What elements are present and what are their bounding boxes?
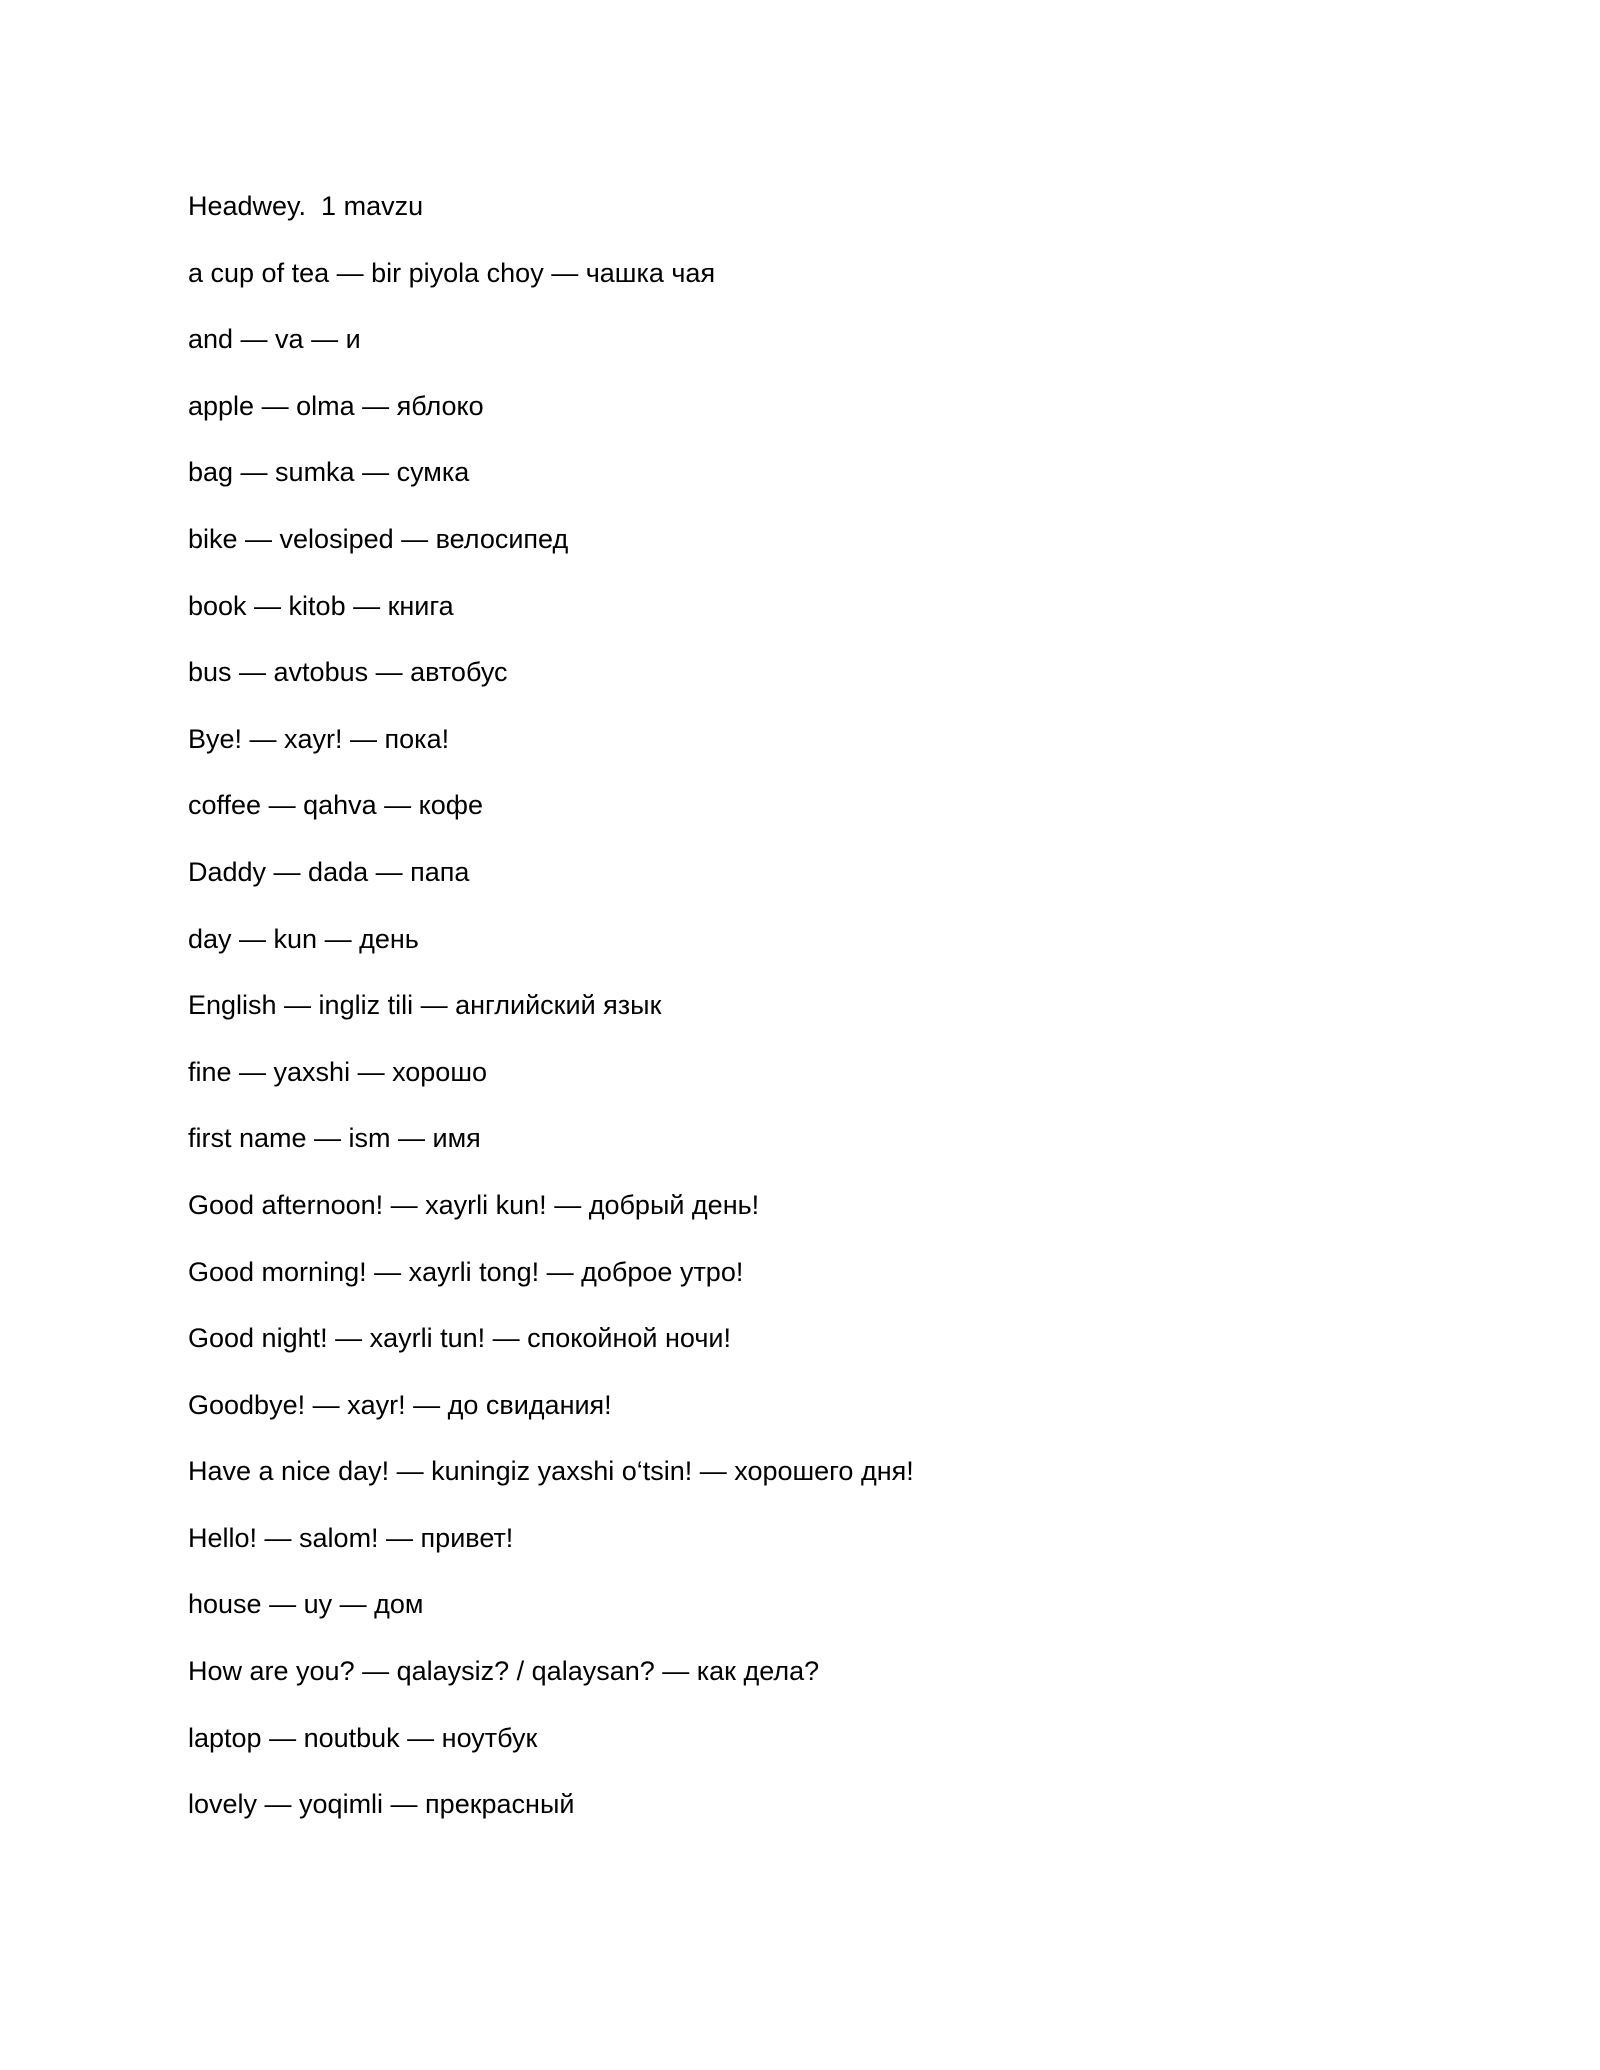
vocab-entry: fine — yaxshi — хорошо bbox=[188, 1056, 487, 1087]
vocab-entry: Good morning! — xayrli tong! — доброе утро! bbox=[188, 1256, 744, 1287]
vocab-entry: book — kitob — книга bbox=[188, 590, 454, 621]
vocab-entry: house — uy — дом bbox=[188, 1589, 424, 1620]
document-title: Headwey. 1 mavzu bbox=[188, 191, 424, 221]
vocab-entry: laptop — noutbuk — ноутбук bbox=[188, 1722, 538, 1753]
vocab-entry: English — ingliz tili — английский язык bbox=[188, 990, 662, 1021]
vocab-entry: How are you? — qalaysiz? / qalaysan? — как дела? bbox=[188, 1656, 820, 1687]
vocab-entry: Bye! — xayr! — пока! bbox=[188, 723, 450, 754]
vocab-entry: apple — olma — яблоко bbox=[188, 390, 484, 421]
vocab-entry: coffee — qahva — кофе bbox=[188, 790, 483, 821]
vocab-entry: Have a nice day! — kuningiz yaxshi o‘tsin! — хорошего дня! bbox=[188, 1456, 914, 1487]
vocab-entry: and — va — и bbox=[188, 324, 361, 355]
vocab-entry: bag — sumka — сумка bbox=[188, 457, 470, 488]
vocab-entry: Goodbye! — xayr! — до свидания! bbox=[188, 1389, 612, 1420]
vocab-entry: Good night! — xayrli tun! — спокойной ночи! bbox=[188, 1323, 731, 1354]
vocab-entry: a cup of tea — bir piyola choy — чашка чая bbox=[188, 257, 716, 288]
vocab-entry: Daddy — dada — папа bbox=[188, 856, 470, 887]
vocab-entry: bus — avtobus — автобус bbox=[188, 657, 508, 688]
vocab-entry: Good afternoon! — xayrli kun! — добрый день! bbox=[188, 1189, 760, 1220]
vocab-entry: Hello! — salom! — привет! bbox=[188, 1522, 514, 1553]
vocab-entry: bike — velosiped — велосипед bbox=[188, 523, 569, 554]
vocab-entry: first name — ism — имя bbox=[188, 1123, 481, 1154]
vocab-entry: day — kun — день bbox=[188, 923, 419, 954]
vocab-entry: lovely — yoqimli — прекрасный bbox=[188, 1789, 575, 1820]
document-body bbox=[188, 186, 1418, 1851]
